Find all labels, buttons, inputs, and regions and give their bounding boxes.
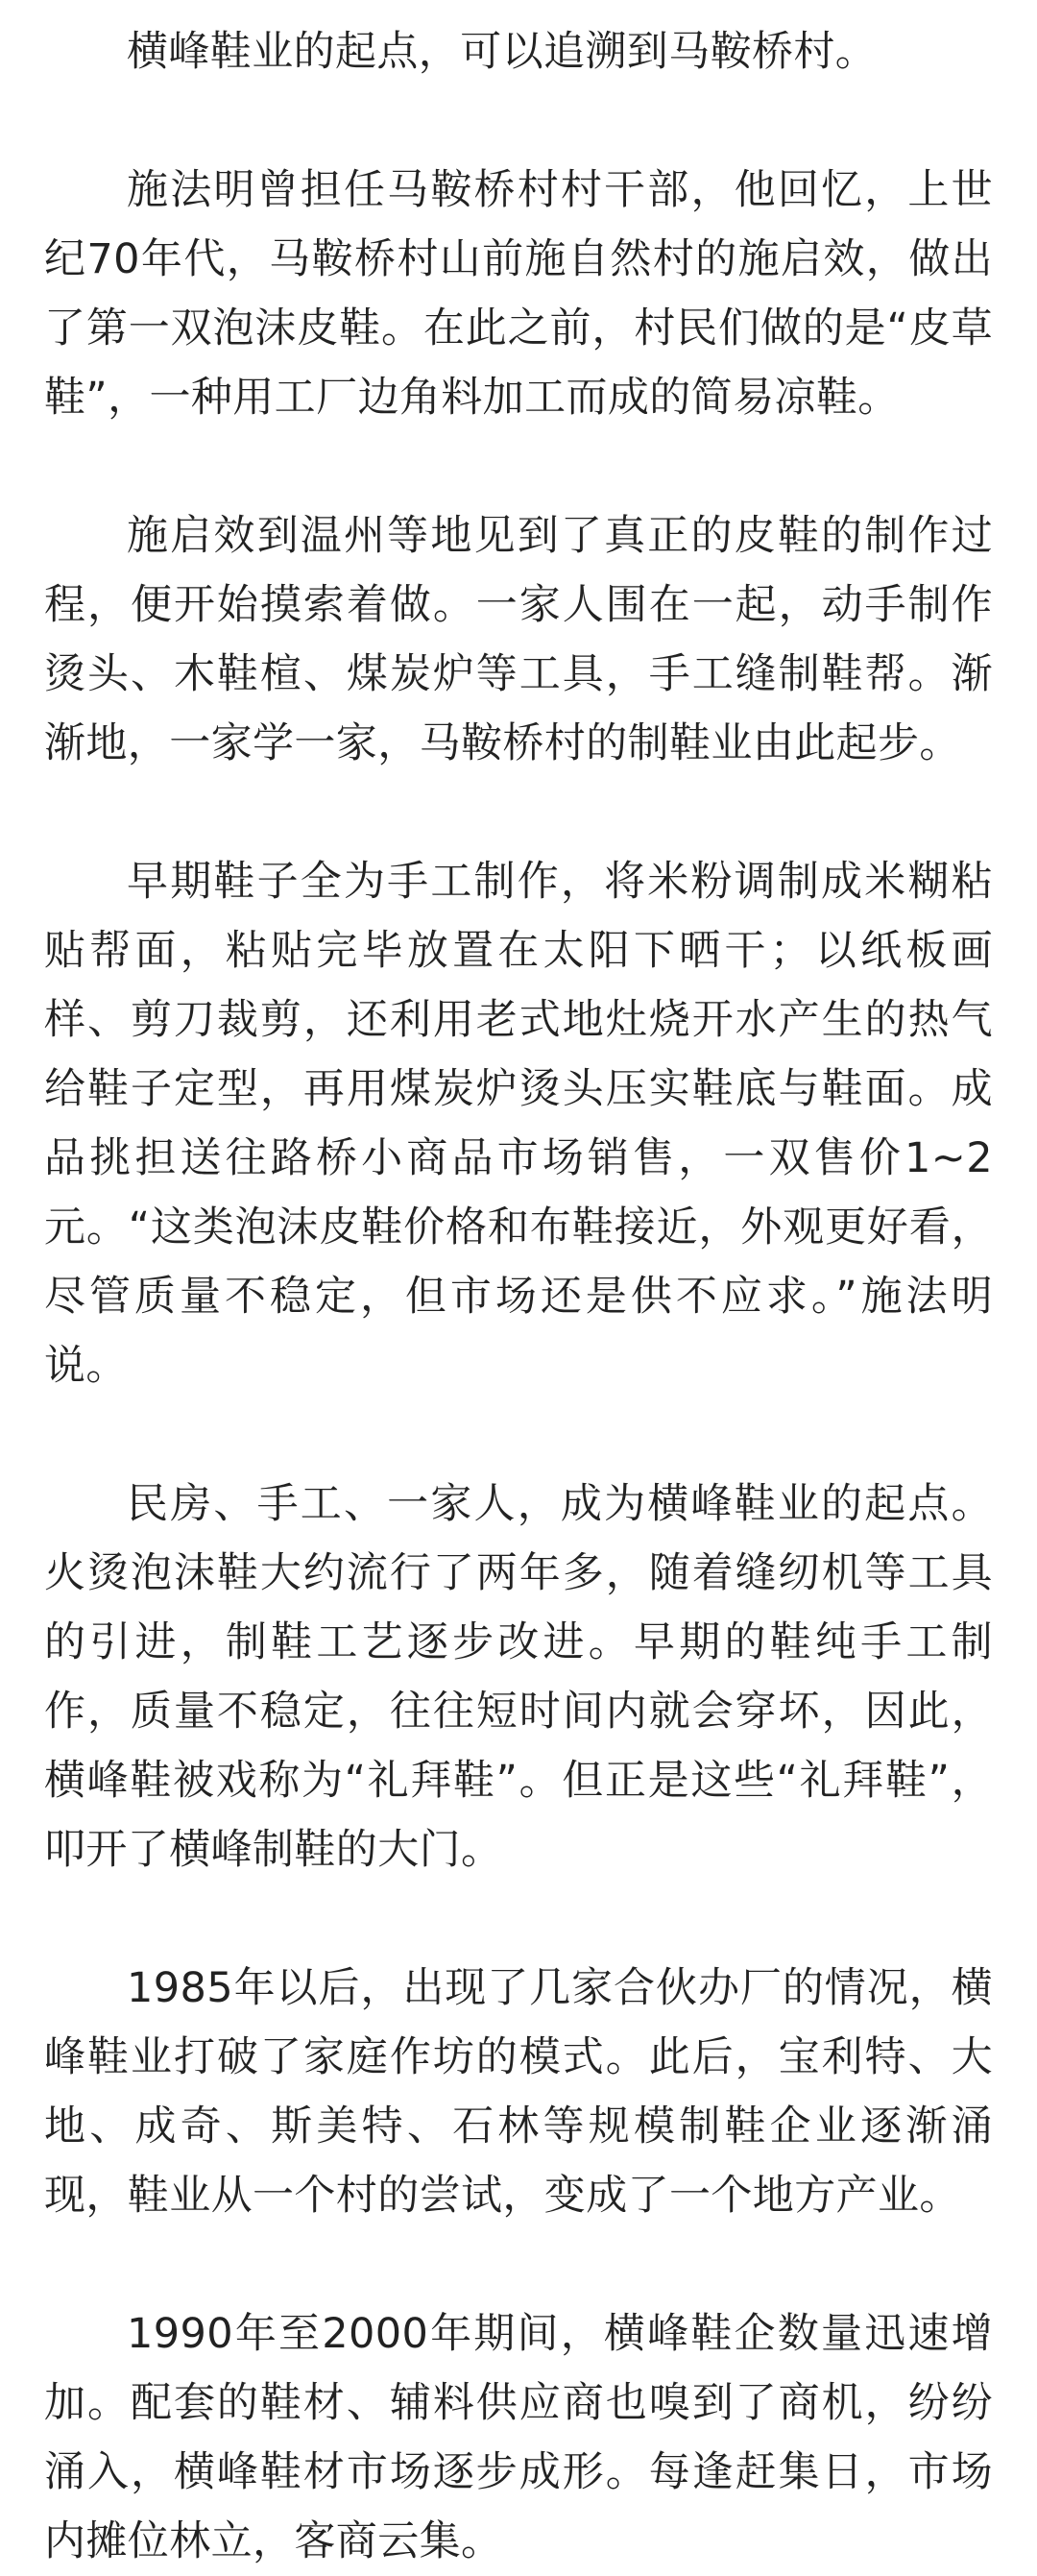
paragraph-market-1990s: 1990年至2000年期间，横峰鞋企数量迅速增加。配套的鞋材、辅料供应商也嗅到了商机，纷纷涌入，横峰鞋材市场逐步成形。每逢赶集日，市场内摊位林立，客商云集。	[44, 2310, 993, 2565]
paragraph-first-foam-shoe: 施法明曾担任马鞍桥村村干部，他回忆，上世纪70年代，马鞍桥村山前施自然村的施启效，做出了第一双泡沫皮鞋。在此之前，村民们做的是“皮草鞋”，一种用工厂边角料加工而成的简易凉鞋。	[44, 166, 993, 422]
paragraph-sunday-shoes: 民房、手工、一家人，成为横峰鞋业的起点。火烫泡沫鞋大约流行了两年多，随着缝纫机等工具的引进，制鞋工艺逐步改进。早期的鞋纯手工制作，质量不稳定，往往短时间内就会穿坏，因此，横峰鞋被戏称为“礼拜鞋”。但正是这些“礼拜鞋”，叩开了横峰制鞋的大门。	[44, 1480, 993, 1874]
paragraph-learning-craft: 施启效到温州等地见到了真正的皮鞋的制作过程，便开始摸索着做。一家人围在一起，动手制作烫头、木鞋楦、煤炭炉等工具，手工缝制鞋帮。渐渐地，一家学一家，马鞍桥村的制鞋业由此起步。	[44, 512, 993, 767]
paragraph-origin: 横峰鞋业的起点，可以追溯到马鞍桥村。	[127, 28, 878, 76]
paragraph-handmade-process: 早期鞋子全为手工制作，将米粉调制成米糊粘贴帮面，粘贴完毕放置在太阳下晒干；以纸板画样、剪刀裁剪，还利用老式地灶烧开水产生的热气给鞋子定型，再用煤炭炉烫头压实鞋底与鞋面。成品挑担送往路桥小商品市场销售，一双售价1~2元。“这类泡沫皮鞋价格和布鞋接近，外观更好看，尽管质量不稳定，但市场还是供不应求。”施法明说。	[44, 858, 993, 1390]
paragraph-factories-1985: 1985年以后，出现了几家合伙办厂的情况，横峰鞋业打破了家庭作坊的模式。此后，宝利特、大地、成奇、斯美特、石林等规模制鞋企业逐渐涌现，鞋业从一个村的尝试，变成了一个地方产业。	[44, 1964, 993, 2220]
